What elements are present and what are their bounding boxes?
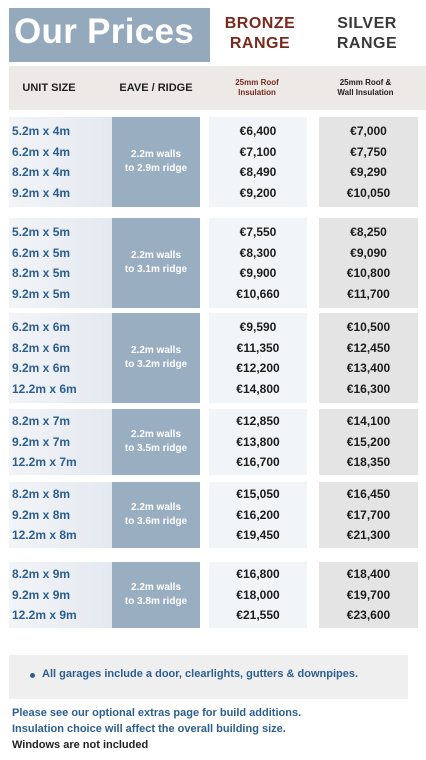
eave-ridge-line: to 3.5m ridge: [124, 443, 188, 454]
eave-ridge-cell: [112, 313, 200, 403]
silver-price-cell: €9,290: [350, 165, 387, 179]
footer-line-1: Please see our optional extras page for build additions.: [12, 707, 302, 719]
silver-price-cell: €17,700: [346, 507, 391, 522]
silver-price-cell: €10,800: [346, 266, 391, 280]
bronze-price-cell: €10,660: [236, 286, 280, 301]
price-group: [0, 313, 426, 403]
eave-ridge-line: to 3.2m ridge: [124, 359, 188, 370]
bullet-icon: [30, 673, 35, 678]
silver-price-cell: €7,750: [350, 144, 387, 159]
unit-size-cell: 9.2m x 8m: [12, 507, 71, 522]
column-header-unit-size: UNIT SIZE: [22, 82, 76, 94]
unit-size-cell: 8.2m x 7m: [12, 414, 71, 429]
price-group: [0, 562, 426, 628]
eave-ridge-line: 2.2m walls: [130, 250, 182, 261]
price-group: [0, 409, 426, 475]
price-group: [0, 482, 426, 548]
bronze-price-cell: €13,800: [236, 434, 280, 449]
unit-size-cell: 9.2m x 9m: [12, 587, 71, 602]
bronze-range-heading: [206, 14, 314, 54]
unit-size-cell: 12.2m x 7m: [12, 455, 77, 470]
eave-ridge-cell: [112, 218, 200, 308]
bronze-heading-line-2: RANGE: [229, 35, 291, 52]
silver-price-cell: €10,500: [346, 320, 391, 334]
price-group: [0, 218, 426, 308]
column-header-eave-ridge: EAVE / RIDGE: [119, 82, 193, 94]
silver-price-cell: €18,350: [346, 455, 391, 470]
silver-price-cell: €16,450: [346, 487, 391, 502]
eave-ridge-line: 2.2m walls: [130, 582, 182, 593]
footer-line-2: Insulation choice will affect the overall building size.: [12, 723, 286, 735]
header: [0, 0, 426, 70]
bronze-spec-line-2: Insulation: [238, 88, 276, 97]
eave-ridge-cell: [112, 117, 200, 207]
unit-size-cell: 9.2m x 5m: [12, 286, 71, 301]
bronze-price-cell: €7,550: [239, 225, 277, 239]
eave-ridge-line: to 3.8m ridge: [124, 596, 188, 607]
unit-size-cell: 12.2m x 8m: [12, 528, 77, 543]
unit-size-cell: 6.2m x 6m: [12, 320, 71, 334]
bronze-price-cell: €21,550: [236, 608, 280, 623]
included-note: All garages include a door, clearlights, gutters & downpipes.: [42, 668, 359, 680]
unit-size-cell: 9.2m x 4m: [12, 185, 71, 200]
bronze-price-cell: €11,350: [236, 340, 280, 355]
unit-size-cell: 5.2m x 4m: [12, 124, 71, 138]
silver-price-cell: €23,600: [346, 608, 391, 623]
unit-size-cell: 8.2m x 9m: [12, 567, 71, 582]
silver-spec-line-1: 25mm Roof &: [339, 78, 392, 87]
eave-ridge-cell: [112, 482, 200, 548]
silver-heading-line-2: RANGE: [336, 35, 398, 52]
column-header-silver-spec: [313, 66, 418, 110]
silver-price-cell: €12,450: [346, 340, 391, 355]
silver-price-cell: €15,200: [346, 434, 391, 449]
bronze-price-cell: €14,800: [236, 381, 280, 396]
unit-size-cell: 12.2m x 6m: [12, 381, 77, 396]
unit-size-cell: 8.2m x 5m: [12, 266, 71, 280]
eave-ridge-line: to 2.9m ridge: [124, 163, 188, 174]
bronze-price-cell: €8,300: [239, 245, 277, 260]
page-title: Our Prices: [14, 12, 195, 51]
bronze-price-cell: €16,200: [236, 507, 280, 522]
eave-ridge-line: to 3.1m ridge: [124, 264, 188, 275]
unit-size-cell: 8.2m x 6m: [12, 340, 71, 355]
unit-size-cell: 12.2m x 9m: [12, 608, 77, 623]
bronze-price-cell: €16,700: [236, 455, 280, 470]
bronze-price-cell: €7,100: [239, 144, 277, 159]
bronze-price-cell: €12,200: [236, 361, 280, 375]
bronze-price-cell: €9,900: [239, 266, 277, 280]
silver-heading-line-1: SILVER: [337, 15, 397, 32]
bronze-price-cell: €19,450: [236, 528, 280, 543]
eave-ridge-cell: [112, 562, 200, 628]
eave-ridge-line: 2.2m walls: [130, 149, 182, 160]
unit-size-cell: 8.2m x 4m: [12, 165, 71, 179]
silver-price-cell: €19,700: [346, 587, 391, 602]
bronze-price-cell: €18,000: [236, 587, 280, 602]
bronze-price-cell: €15,050: [236, 487, 280, 502]
silver-price-cell: €9,090: [350, 245, 387, 260]
unit-size-cell: 6.2m x 5m: [12, 245, 71, 260]
eave-ridge-cell: [112, 409, 200, 475]
bronze-price-cell: €9,200: [239, 185, 277, 200]
silver-price-cell: €21,300: [346, 528, 391, 543]
bronze-spec-line-1: 25mm Roof: [235, 78, 279, 87]
unit-size-cell: 6.2m x 4m: [12, 144, 71, 159]
silver-price-cell: €18,400: [346, 567, 391, 582]
silver-price-cell: €14,100: [346, 414, 391, 429]
bronze-price-cell: €16,800: [236, 567, 280, 582]
silver-price-cell: €13,400: [346, 361, 391, 375]
silver-price-cell: €11,700: [347, 286, 390, 301]
bronze-price-cell: €8,490: [239, 165, 277, 179]
footer-line-3: Windows are not included: [12, 739, 149, 751]
eave-ridge-line: to 3.6m ridge: [124, 516, 188, 527]
eave-ridge-line: 2.2m walls: [130, 502, 182, 513]
unit-size-cell: 5.2m x 5m: [12, 225, 71, 239]
silver-range-heading: [313, 14, 421, 54]
unit-size-cell: 9.2m x 6m: [12, 361, 71, 375]
column-header-bronze-spec: [212, 66, 302, 110]
bronze-price-cell: €6,400: [239, 124, 277, 138]
silver-price-cell: €16,300: [346, 381, 391, 396]
bronze-price-cell: €12,850: [236, 414, 280, 429]
silver-price-cell: €7,000: [350, 124, 387, 138]
unit-size-cell: 8.2m x 8m: [12, 487, 71, 502]
bronze-heading-line-1: BRONZE: [224, 15, 296, 32]
bronze-price-cell: €9,590: [239, 320, 277, 334]
silver-price-cell: €10,050: [346, 185, 391, 200]
eave-ridge-line: 2.2m walls: [130, 429, 182, 440]
price-group: [0, 117, 426, 207]
silver-spec-line-2: Wall Insulation: [337, 88, 394, 97]
eave-ridge-line: 2.2m walls: [130, 345, 182, 356]
silver-price-cell: €8,250: [350, 225, 387, 239]
unit-size-cell: 9.2m x 7m: [12, 434, 71, 449]
